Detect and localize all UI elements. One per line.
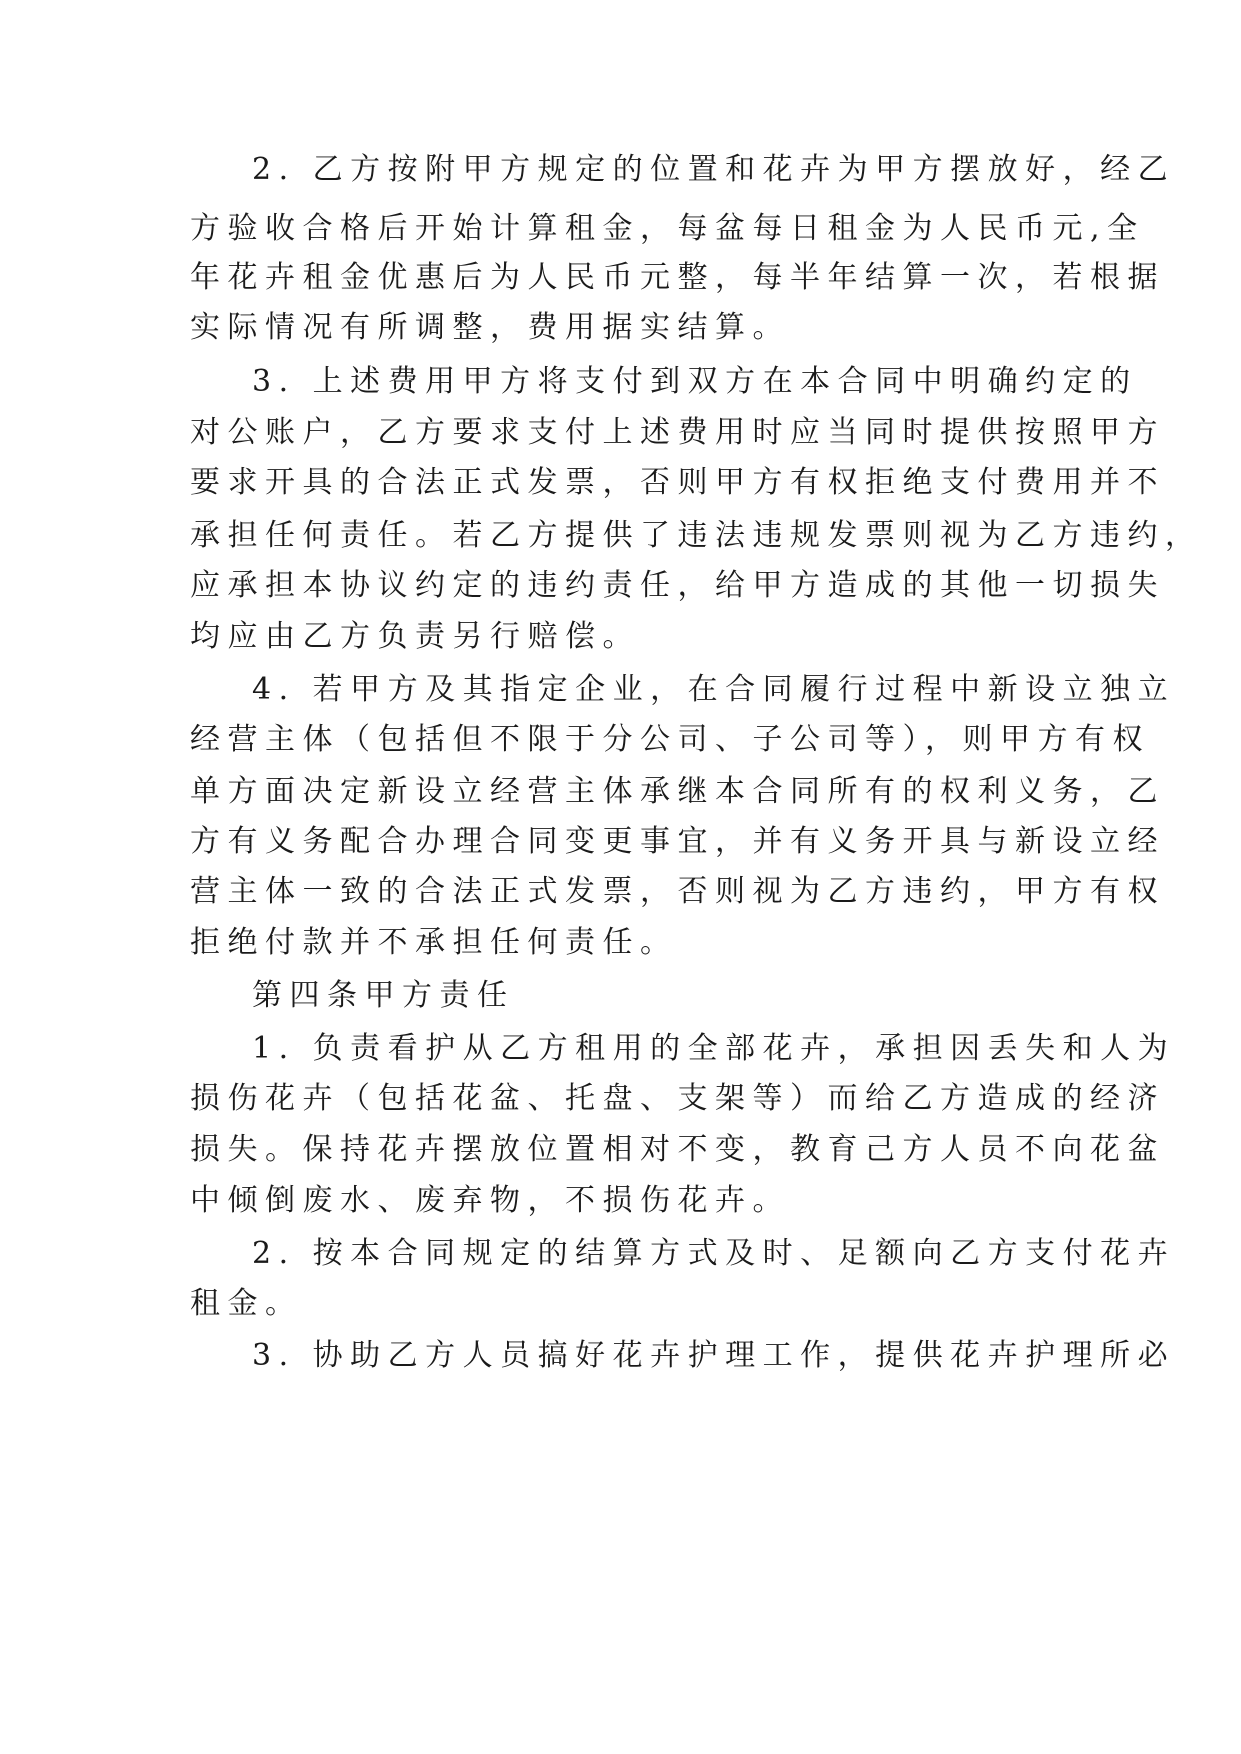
clause-4-line-3: 单方面决定新设立经营主体承继本合同所有的权利义务，乙 xyxy=(190,774,1165,809)
clause-4-line-6: 拒绝付款并不承担任何责任。 xyxy=(190,925,678,960)
clause-3-line-5: 应承担本协议约定的违约责任，给甲方造成的其他一切损失 xyxy=(190,568,1165,603)
clause-3-line-6: 均应由乙方负责另行赔偿。 xyxy=(190,619,640,654)
clause-3-line-2: 对公账户，乙方要求支付上述费用时应当同时提供按照甲方 xyxy=(190,415,1165,450)
duty-3-line-1: 3. 协助乙方人员搞好花卉护理工作，提供花卉护理所必 xyxy=(252,1338,1176,1373)
clause-3-line-3: 要求开具的合法正式发票，否则甲方有权拒绝支付费用并不 xyxy=(190,465,1165,500)
clause-4-line-2: 经营主体（包括但不限于分公司、子公司等），则甲方有权 xyxy=(190,722,1150,757)
duty-1-line-4: 中倾倒废水、废弃物，不损伤花卉。 xyxy=(190,1183,790,1218)
clause-3-line-1: 3. 上述费用甲方将支付到双方在本合同中明确约定的 xyxy=(252,364,1138,399)
clause-2-line-3: 年花卉租金优惠后为人民币元整，每半年结算一次，若根据 xyxy=(190,260,1165,295)
clause-4-line-4: 方有义务配合办理合同变更事宜，并有义务开具与新设立经 xyxy=(190,824,1165,859)
clause-4-line-1: 4. 若甲方及其指定企业，在合同履行过程中新设立独立 xyxy=(252,672,1176,707)
duty-1-line-3: 损失。保持花卉摆放位置相对不变，教育己方人员不向花盆 xyxy=(190,1132,1165,1167)
duty-2-line-2: 租金。 xyxy=(190,1286,303,1321)
clause-2-line-1: 2. 乙方按附甲方规定的位置和花卉为甲方摆放好，经乙 xyxy=(252,152,1176,187)
clause-3-line-4: 承担任何责任。若乙方提供了违法违规发票则视为乙方违约， xyxy=(190,518,1203,553)
duty-1-line-2: 损伤花卉（包括花盆、托盘、支架等）而给乙方造成的经济 xyxy=(190,1081,1165,1116)
clause-4-line-5: 营主体一致的合法正式发票，否则视为乙方违约，甲方有权 xyxy=(190,874,1165,909)
clause-2-line-4: 实际情况有所调整，费用据实结算。 xyxy=(190,310,790,345)
clause-2-line-2: 方验收合格后开始计算租金，每盆每日租金为人民币元,全 xyxy=(190,211,1145,246)
duty-1-line-1: 1. 负责看护从乙方租用的全部花卉，承担因丢失和人为 xyxy=(252,1031,1176,1066)
duty-2-line-1: 2. 按本合同规定的结算方式及时、足额向乙方支付花卉 xyxy=(252,1236,1176,1271)
article-4-heading: 第四条甲方责任 xyxy=(252,978,515,1013)
